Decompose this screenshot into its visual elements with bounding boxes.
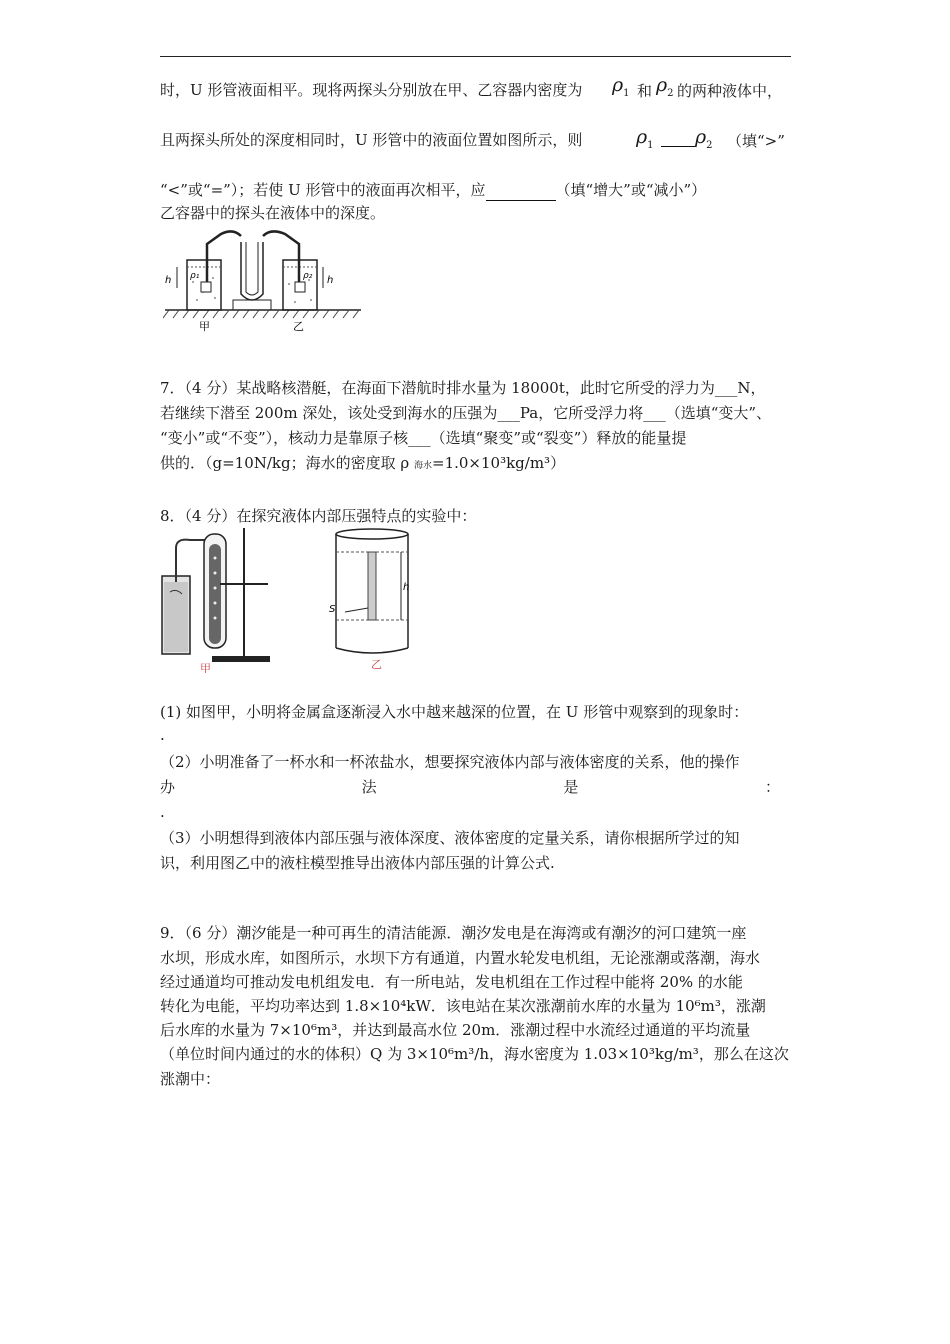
q6-line-3: “<”或“=”）；若使 U 形管中的液面再次相平，应 （填“增大”或“减小”）	[160, 181, 707, 199]
header-rule	[160, 56, 791, 57]
rho1-compare: $\rho_1$	[636, 126, 654, 151]
yi-label: 乙	[293, 320, 304, 333]
q8-part-2: （2）小明准备了一杯水和一杯浓盐水，想要探究液体内部与液体密度的关系，他的操作	[160, 753, 740, 771]
liquid-column-figure	[325, 520, 435, 670]
q9-line-4: 转化为电能，平均功率达到 1.8×10⁴kW．该电站在某次涨潮前水库的水量为 10⁶m³，涨潮	[160, 997, 766, 1015]
rho2-compare: $\rho_2$	[695, 126, 713, 151]
q6-text: 时，U 形管液面相平。现将两探头分别放在甲、乙容器内密度为	[160, 81, 583, 99]
u-tube-figure	[163, 222, 363, 342]
rho1-label: ρ₁	[190, 271, 200, 281]
q8-title: 8．（4 分）在探究液体内部压强特点的实验中：	[160, 507, 477, 525]
q8-part-3a: （3）小明想得到液体内部压强与液体深度、液体密度的定量关系，请你根据所学过的知	[160, 829, 740, 847]
h-label-q8: h	[403, 582, 410, 593]
q7-line-3: “变小”或“不变”），核动力是靠原子核___（选填“聚变”或“裂变”）释放的能量提	[160, 429, 687, 447]
q9-line-3: 经过通道均可推动发电机组发电．有一所电站，发电机组在工作过程中能将 20% 的水能	[160, 973, 743, 991]
jia-label-q8: 甲	[200, 662, 211, 673]
q8-part-3b: 识，利用图乙中的液柱模型推导出液体内部压强的计算公式.	[160, 854, 555, 872]
q6-fill-hint: （填“>”	[727, 132, 785, 150]
q9-line-6: （单位时间内通过的水的体积）Q 为 3×10⁶m³/h，海水密度为 1.03×10³kg/m³，那么在这次	[160, 1045, 789, 1063]
and-text: 和	[637, 82, 653, 100]
compare-blank[interactable]	[661, 146, 695, 147]
h-label-right: h	[327, 275, 334, 286]
q8-dot-1: .	[160, 726, 165, 744]
pressure-gauge-figure	[160, 528, 275, 673]
q9-line-2: 水坝，形成水库，如图所示，水坝下方有通道，内置水轮发电机组，无论涨潮或落潮，海水	[160, 949, 761, 967]
rho2-label: ρ₂	[303, 271, 313, 281]
q6-line-4: 乙容器中的探头在液体中的深度。	[160, 204, 386, 222]
q7-line-2: 若继续下潜至 200m 深处，该处受到海水的压强为___Pa，它所受浮力将___（选填“变大”、	[160, 404, 772, 422]
q7-line-4: 供的．（g=10N/kg；海水的密度取 ρ 海水=1.0×10³kg/m³）	[160, 454, 566, 472]
jia-label: 甲	[199, 320, 210, 333]
rho1-symbol: $\rho_1$	[612, 74, 630, 99]
q9-line-7: 涨潮中：	[160, 1070, 221, 1088]
q9-line-5: 后水库的水量为 7×10⁶m³，并达到最高水位 20m．涨潮过程中水流经过通道的平均流量	[160, 1021, 751, 1039]
q8-part-1: (1) 如图甲，小明将金属盒逐渐浸入水中越来越深的位置，在 U 形管中观察到的现象时：	[160, 703, 749, 721]
q9-line-1: 9．（6 分）潮汐能是一种可再生的清洁能源．潮汐发电是在海湾或有潮汐的河口建筑一座	[160, 924, 747, 942]
rho2-symbol: $\rho_2$	[656, 74, 674, 99]
q7-line-1: 7．（4 分）某战略核潜艇，在海面下潜航时排水量为 18000t，此时它所受的浮力为___N，	[160, 379, 766, 397]
q8-dot-2: .	[160, 803, 165, 821]
s-label: S	[329, 604, 336, 615]
q6-line-2: 且两探头所处的深度相同时，U 形管中的液面位置如图所示，则	[160, 131, 583, 149]
h-label-left: h	[165, 275, 172, 286]
q6-text-end: 的两种液体中，	[677, 82, 783, 100]
depth-blank[interactable]	[486, 180, 556, 201]
q8-part-2-spread: 办 法 是 ：	[160, 778, 780, 796]
yi-label-q8: 乙	[371, 658, 382, 670]
